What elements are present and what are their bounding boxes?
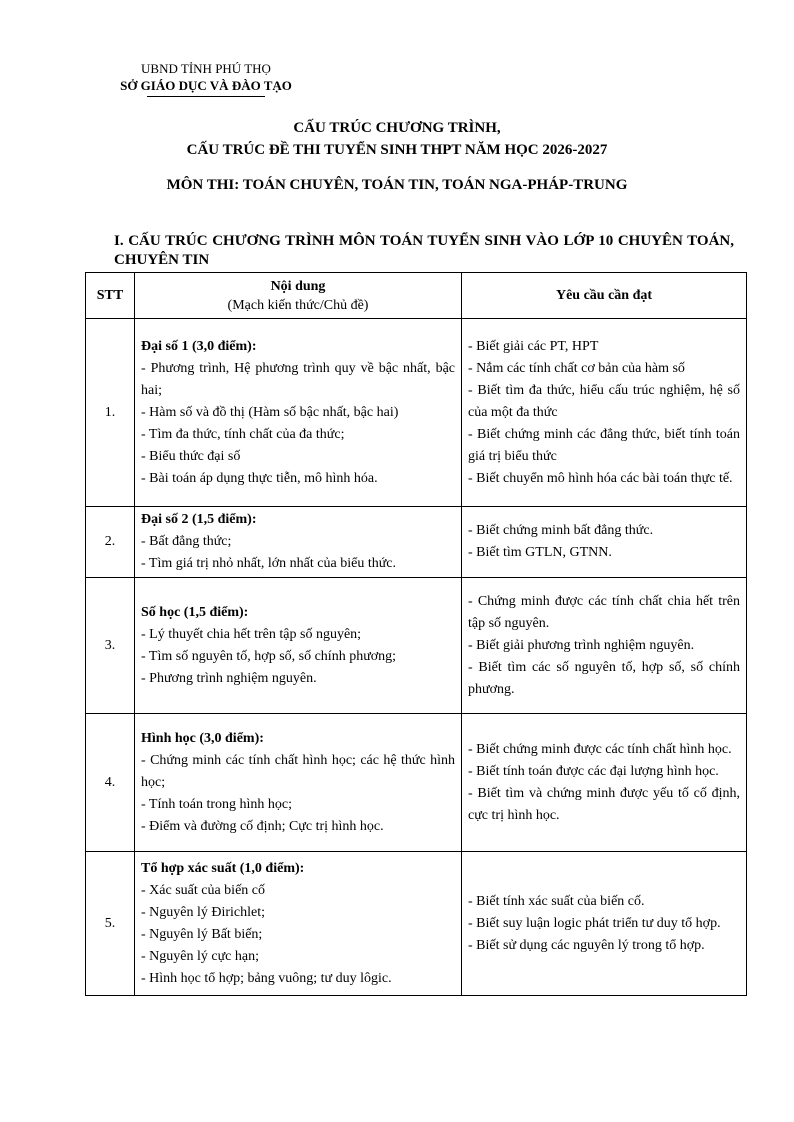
header-requirements: Yêu cầu cần đạt [462,273,747,319]
requirement-item: - Biết tìm các số nguyên tố, hợp số, số chính phương. [468,659,740,697]
row-topic: Đại số 1 (3,0 điểm): [141,338,257,354]
table-header-row [86,273,747,319]
requirement-item: - Biết tìm và chứng minh được yếu tố cố định, cực trị hình học. [468,785,740,823]
requirement-item: - Biết tính xác suất của biến cố. [468,893,645,909]
row-content [135,578,462,714]
requirement-item: - Biết chứng minh bất đẳng thức. [468,523,654,538]
agency-header [106,60,306,97]
document-title [60,117,734,161]
row-topic: Tổ hợp xác suất (1,0 điểm): [141,860,305,876]
row-requirements [462,507,747,578]
requirement-item: - Biết chứng minh được các tính chất hình học. [468,741,732,757]
requirement-item: - Biết tìm đa thức, hiểu cấu trúc nghiệm, hệ số của một đa thức [468,382,740,420]
table-row [86,714,747,852]
row-topic: Hình học (3,0 điểm): [141,730,264,746]
agency-line-1: UBND TỈNH PHÚ THỌ [141,61,271,76]
content-item: - Chứng minh các tính chất hình học; các hệ thức hình học; [141,752,455,790]
requirement-item: - Biết chuyển mô hình hóa các bài toán thực tế. [468,470,733,486]
requirement-item: - Biết giải các PT, HPT [468,338,599,354]
content-item: - Tìm đa thức, tính chất của đa thức; [141,426,345,442]
header-content [135,273,462,319]
row-content [135,507,462,578]
requirement-item: - Chứng minh được các tính chất chia hết trên tập số nguyên. [468,593,740,631]
requirement-item: - Biết tính toán được các đại lượng hình học. [468,763,719,779]
content-item: - Phương trình, Hệ phương trình quy về bậc nhất, bậc hai; [141,360,455,398]
content-item: - Hình học tổ hợp; bảng vuông; tư duy lôgic. [141,970,392,986]
content-item: - Lý thuyết chia hết trên tập số nguyên; [141,626,362,642]
header-content-sublabel: (Mạch kiến thức/Chủ đề) [227,297,369,313]
row-content [135,852,462,996]
content-item: - Biểu thức đại số [141,448,241,464]
requirement-item: - Biết suy luận logic phát triển tư duy tổ hợp. [468,915,721,931]
table-row [86,852,747,996]
row-requirements [462,578,747,714]
subject-title: MÔN THI: TOÁN CHUYÊN, TOÁN TIN, TOÁN NGA-PHÁP-TRUNG [166,177,628,193]
content-item: - Bài toán áp dụng thực tiễn, mô hình hóa. [141,470,378,486]
content-item: - Tìm giá trị nhỏ nhất, lớn nhất của biểu thức. [141,556,397,571]
content-item: - Nguyên lý Đirichlet; [141,904,266,920]
row-topic: Đại số 2 (1,5 điểm): [141,512,257,527]
header-stt: STT [86,273,135,319]
title-line-2: CẤU TRÚC ĐỀ THI TUYỂN SINH THPT NĂM HỌC 2026-2027 [186,142,608,158]
agency-line-2: SỞ GIÁO DỤC VÀ ĐÀO TẠO [120,78,292,93]
table-row [86,507,747,578]
content-item: - Nguyên lý Bất biến; [141,926,263,942]
content-item: - Nguyên lý cực hạn; [141,948,259,964]
row-requirements [462,319,747,507]
content-item: - Tính toán trong hình học; [141,796,292,812]
row-requirements [462,852,747,996]
header-content-label: Nội dung [270,278,326,294]
agency-underline [147,96,265,97]
title-line-1: CẤU TRÚC CHƯƠNG TRÌNH, [293,120,501,136]
row-topic: Số học (1,5 điểm): [141,604,249,620]
content-item: - Tìm số nguyên tố, hợp số, số chính phương; [141,648,397,664]
row-stt: 3. [86,578,135,714]
requirement-item: - Nắm các tính chất cơ bản của hàm số [468,360,685,376]
content-item: - Điểm và đường cố định; Cực trị hình học. [141,818,384,834]
content-item: - Bất đẳng thức; [141,534,232,549]
row-stt: 1. [86,319,135,507]
row-stt: 4. [86,714,135,852]
table-row [86,578,747,714]
row-content [135,319,462,507]
requirement-item: - Biết giải phương trình nghiệm nguyên. [468,637,695,653]
table-row [86,319,747,507]
row-requirements [462,714,747,852]
row-stt: 2. [86,507,135,578]
row-stt: 5. [86,852,135,996]
content-item: - Xác suất của biến cố [141,882,265,898]
requirement-item: - Biết chứng minh các đẳng thức, biết tính toán giá trị biểu thức [468,426,740,464]
curriculum-table [85,272,747,996]
content-item: - Phương trình nghiệm nguyên. [141,670,317,686]
row-content [135,714,462,852]
requirement-item: - Biết sử dụng các nguyên lý trong tổ hợp. [468,937,705,953]
section-heading: I. CẤU TRÚC CHƯƠNG TRÌNH MÔN TOÁN TUYỂN SINH VÀO LỚP 10 CHUYÊN TOÁN, CHUYÊN TIN [114,233,734,268]
content-item: - Hàm số và đồ thị (Hàm số bậc nhất, bậc hai) [141,404,399,420]
requirement-item: - Biết tìm GTLN, GTNN. [468,545,612,560]
